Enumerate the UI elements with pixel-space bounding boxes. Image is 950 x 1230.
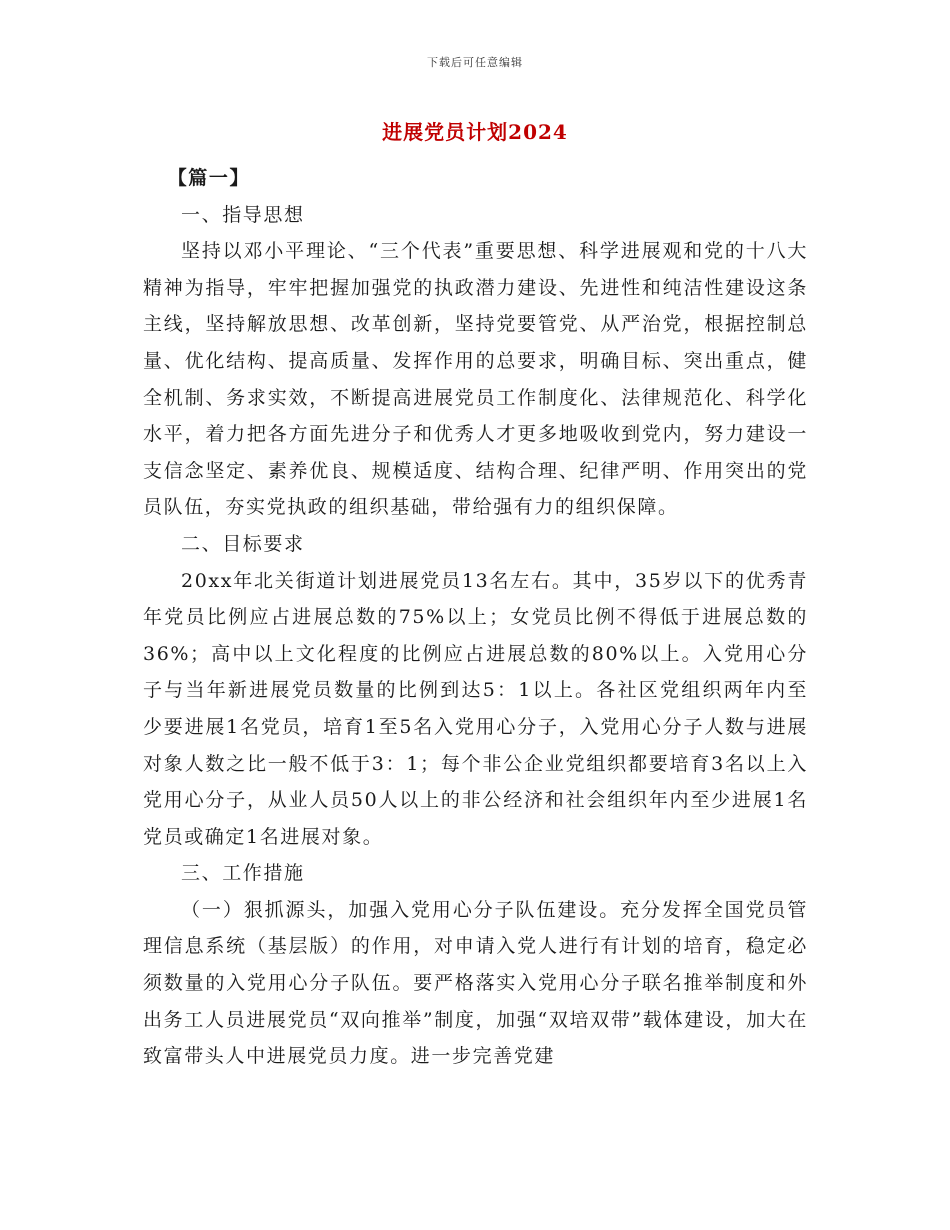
heading-work-measures: 三、工作措施 (181, 862, 305, 885)
section-label: 【篇一】 (167, 167, 251, 189)
paragraph-guiding-ideology: 坚持以邓小平理论、“三个代表”重要思想、科学进展观和党的十八大精神为指导，牢牢把握加强党的执政潜力建设、先进性和纯洁性建设这条主线，坚持解放思想、改革创新，坚持党要管党、从严治党，根据控制总量、优化结构、提高质量、发挥作用的总要求，明确目标、突出重点，健全机制、务求实效，不断提高进展党员工作制度化、法律规范化、科学化水平，着力把各方面先进分子和优秀人才更多地吸收到党内，努力建设一支信念坚定、素养优良、规模适度、结构合理、纪律严明、作用突出的党员队伍，夯实党执政的组织基础，带给强有力的组织保障。 (143, 240, 808, 519)
paragraph-goals: 20xx年北关街道计划进展党员13名左右。其中，35岁以下的优秀青年党员比例应占进展总数的75%以上；女党员比例不得低于进展总数的36%；高中以上文化程度的比例应占进展总数的80%以上。入党用心分子与当年新进展党员数量的比例到达5：1以上。各社区党组织两年内至少要进展1名党员，培育1至5名入党用心分子，入党用心分子人数与进展对象人数之比一般不低于3：1；每个非公企业党组织都要培育3名以上入党用心分子，从业人员50人以上的非公经济和社会组织年内至少进展1名党员或确定1名进展对象。 (143, 569, 808, 848)
heading-goals: 二、目标要求 (181, 532, 305, 555)
document-title: 进展党员计划2024 (382, 120, 568, 144)
paragraph-work-measures: （一）狠抓源头，加强入党用心分子队伍建设。充分发挥全国党员管理信息系统（基层版）的作用，对申请入党人进行有计划的培育，稳定必须数量的入党用心分子队伍。要严格落实入党用心分子联名推举制度和外出务工人员进展党员“双向推举”制度，加强“双培双带”载体建设，加大在致富带头人中进展党员力度。进一步完善党建 (143, 898, 808, 1068)
header-note: 下载后可任意编辑 (427, 56, 523, 69)
heading-guiding-ideology: 一、指导思想 (181, 203, 305, 226)
document-body (143, 160, 808, 1075)
